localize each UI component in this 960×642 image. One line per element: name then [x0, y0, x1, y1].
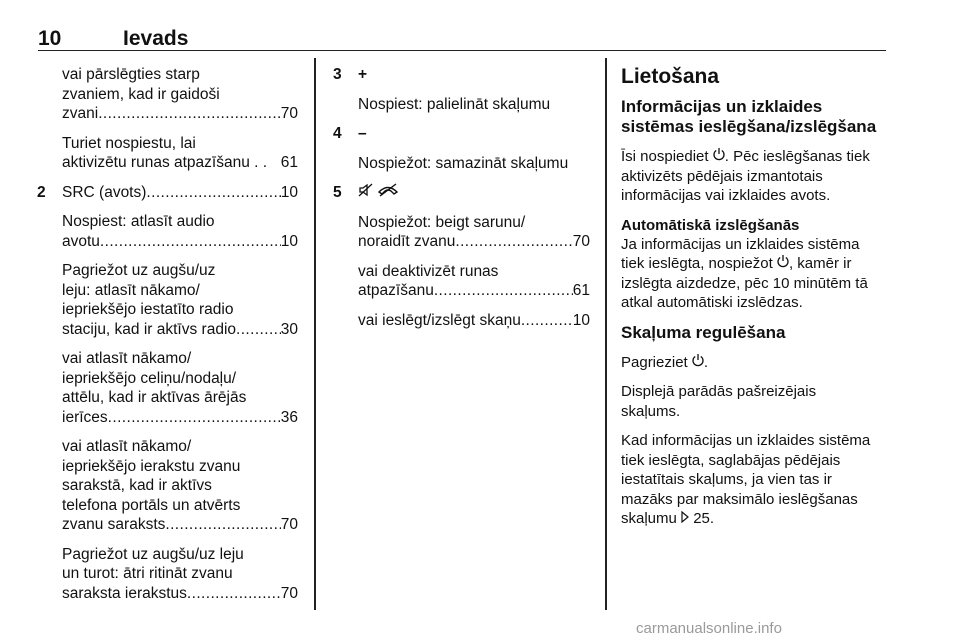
toc-line: aktivizētu runas atpazīšanu . . 61 — [62, 154, 298, 171]
toc-line: saraksta ierakstus ..... 70 — [62, 584, 298, 604]
paragraph-volume-up — [358, 95, 590, 115]
text-line: tiek ieslēgta, saglabājas pēdējais — [621, 451, 841, 469]
text-line: Nospiežot: beigt sarunu/ — [358, 213, 526, 231]
text-line: sarakstā, kad ir aktīvs — [62, 477, 212, 494]
paragraph-power-on — [621, 147, 886, 206]
text-line: aktivizēts pēdējais izmantotais — [621, 167, 823, 185]
toc-line: vai ieslēgt/izslēgt skaņu ..... 10 — [358, 311, 590, 331]
power-knob-icon — [713, 147, 725, 167]
page-reference: 61 — [572, 282, 590, 299]
power-knob-icon — [777, 254, 789, 274]
text-fragment: , kamēr ir — [788, 255, 852, 272]
volume-heading: Skaļuma regulēšana — [621, 322, 786, 342]
item-3-volume-up — [333, 65, 590, 85]
paragraph-end-call — [358, 213, 590, 252]
page-number: 10 — [38, 27, 62, 50]
reference-arrow-icon — [681, 509, 689, 529]
hang-up-icon — [377, 183, 399, 203]
plus-symbol: + — [358, 66, 368, 83]
page-title: Ievads — [123, 27, 189, 50]
icon-row — [358, 183, 590, 203]
page-reference: 70 — [280, 584, 298, 602]
page-reference: 10 — [280, 232, 298, 250]
item-number: 2 — [37, 183, 46, 201]
paragraph-voice-recognition — [62, 134, 298, 173]
paragraph-fast-scroll — [62, 545, 298, 604]
paragraph-mute — [358, 311, 590, 331]
page-reference: 70 — [572, 233, 590, 250]
page-reference: 70 — [280, 516, 298, 533]
paragraph-turn-knob — [621, 353, 886, 373]
paragraph-saved-volume — [621, 431, 886, 529]
column-divider-right — [605, 58, 607, 610]
paragraph-auto-off — [621, 235, 886, 313]
paragraph-deactivate-voice — [358, 262, 590, 301]
page-reference: 25. — [689, 510, 715, 527]
text-line: Kad informācijas un izklaides sistēma — [621, 432, 871, 449]
item-number: 3 — [333, 66, 342, 83]
text-line: mazāks par maksimālo ieslēgšanas — [621, 490, 858, 508]
toc-line: zvani ..... 70 — [62, 104, 298, 124]
page-reference: 36 — [280, 408, 298, 426]
toc-line: zvanu saraksts ..... 70 — [62, 515, 298, 535]
text-line: attēlu, kad ir aktīvas ārējās — [62, 389, 247, 406]
text-line: un turot: ātri ritināt zvanu — [62, 565, 233, 582]
watermark: carmanualsonline.info — [636, 620, 782, 637]
text-line: izslēgta aizdedze, pēc 10 minūtēm tā — [621, 274, 868, 292]
heading-line: sistēmas ieslēgšana/izslēgšana — [621, 117, 877, 136]
paragraph-radio-station — [62, 261, 298, 339]
page-reference: 10 — [280, 183, 298, 201]
text-line: iepriekšējo celiņu/nodaļu/ — [62, 369, 237, 387]
auto-off-heading: Automātiskā izslēgšanās — [621, 216, 800, 234]
text-line: vai atlasīt nākamo/ — [62, 438, 192, 455]
item-number: 4 — [333, 125, 342, 142]
item-number: 5 — [333, 184, 342, 201]
page-header — [38, 28, 886, 51]
text-line: zvaniem, kad ir gaidoši — [62, 85, 220, 103]
text-line: atkal automātiski izslēdzas. — [621, 294, 803, 311]
text-fragment: Īsi nospiediet — [621, 148, 713, 165]
toc-line: atpazīšanu ..... 61 — [358, 281, 590, 301]
right-column — [621, 65, 886, 539]
paragraph-display-volume — [621, 382, 886, 421]
toc-line: staciju, kad ir aktīvs radio ..... 30 — [62, 320, 298, 340]
paragraph-volume-down — [358, 154, 590, 174]
left-column — [37, 65, 298, 613]
item-5-end-call — [333, 183, 590, 203]
text-line: Pagriežot uz augšu/uz — [62, 262, 216, 279]
subsection-heading-power — [621, 97, 886, 137]
text-line: informācijas vai izklaides avots. — [621, 187, 831, 204]
item-4-volume-down — [333, 124, 590, 144]
text-line: iepriekšējo iestatīto radio — [62, 301, 234, 318]
power-knob-icon — [692, 353, 704, 373]
mute-icon — [358, 183, 373, 203]
text-line: Displejā parādās pašreizējais — [621, 383, 817, 400]
toc-line: SRC (avots) ..... 10 — [62, 183, 298, 203]
toc-line: noraidīt zvanu ..... 70 — [358, 232, 590, 252]
paragraph-call-list — [62, 437, 298, 535]
page-reference: 30 — [280, 320, 298, 338]
text-line: Turiet nospiestu, lai — [62, 134, 196, 152]
toc-line: ierīces ..... 36 — [62, 408, 298, 428]
paragraph-select-source — [62, 212, 298, 251]
middle-column — [333, 65, 590, 340]
text-fragment: . — [703, 353, 709, 371]
text-line: iestatītais skaļums, ja vien tas ir — [621, 471, 832, 488]
page-reference: 61 — [280, 154, 298, 171]
text-line: vai atlasīt nākamo/ — [62, 350, 192, 367]
text-line: Ja informācijas un izklaides sistēma — [621, 235, 860, 253]
minus-symbol: – — [358, 125, 367, 142]
text-line: Nospiest: atlasīt audio — [62, 213, 215, 230]
text-line: Pagriežot uz augšu/uz leju — [62, 545, 244, 563]
paragraph-call-switch — [62, 65, 298, 124]
text-line: vai pārslēgties starp — [62, 66, 200, 83]
page-reference: 10 — [572, 311, 590, 329]
item-2-src — [37, 183, 298, 203]
toc-line: avotu ..... 10 — [62, 232, 298, 252]
text-fragment: Pagrieziet — [621, 353, 692, 371]
text-fragment: tiek ieslēgta, nospiežot — [621, 255, 777, 272]
paragraph-external-devices — [62, 349, 298, 427]
text-line: skaļums. — [621, 402, 681, 420]
text-line: Nospiežot: samazināt skaļumu — [358, 154, 569, 172]
page-reference: 70 — [280, 105, 298, 122]
text-line: vai deaktivizēt runas — [358, 262, 499, 280]
text-line: iepriekšējo ierakstu zvanu — [62, 457, 241, 475]
text-line: Nospiest: palielināt skaļumu — [358, 95, 551, 113]
section-heading: Lietošana — [621, 65, 720, 88]
column-divider-left — [314, 58, 316, 610]
text-line: telefona portāls un atvērts — [62, 496, 241, 514]
text-line: leju: atlasīt nākamo/ — [62, 281, 200, 299]
heading-line: Informācijas un izklaides — [621, 97, 823, 116]
text-fragment: . Pēc ieslēgšanas tiek — [724, 148, 870, 165]
text-fragment: skaļumu — [621, 510, 682, 527]
